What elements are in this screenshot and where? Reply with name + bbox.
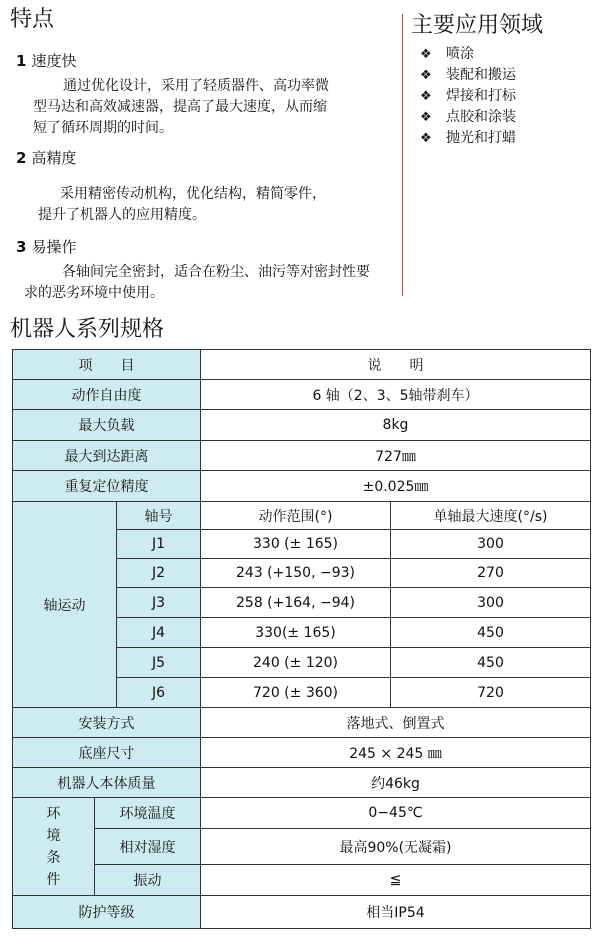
axis-speed: 450 — [391, 618, 591, 648]
axis-range: 330 (± 165) — [201, 530, 391, 559]
axis-speed: 450 — [391, 648, 591, 678]
axis-speed: 300 — [391, 530, 591, 559]
axis-range: 243 (+150, −93) — [201, 559, 391, 588]
axis-name: J2 — [117, 559, 201, 588]
feature-3-line-2: 求的恶劣环境中使用。 — [24, 285, 164, 301]
env-temp-value: 0−45℃ — [201, 798, 591, 829]
application-item — [420, 44, 516, 65]
humidity-label: 相对湿度 — [95, 829, 201, 865]
application-label: 抛光和打蜡 — [446, 130, 516, 146]
env-char: 境 — [46, 827, 61, 844]
table-row — [13, 380, 591, 410]
application-item — [420, 65, 516, 86]
header-item-cell: 项 目 — [13, 350, 201, 380]
axis-range: 258 (+164, −94) — [201, 588, 391, 618]
section-divider — [402, 14, 403, 296]
table-row — [13, 441, 591, 471]
mount-value: 落地式、倒置式 — [201, 708, 591, 738]
protection-label: 防护等级 — [13, 896, 201, 929]
env-char: 件 — [46, 871, 61, 888]
feature-2-label: 高精度 — [31, 149, 77, 167]
payload-label: 最大负载 — [13, 410, 201, 441]
application-label: 喷涂 — [446, 46, 474, 62]
table-row — [13, 738, 591, 768]
env-char: 条 — [46, 849, 61, 866]
diamond-bullet-icon: ❖ — [420, 110, 432, 125]
mount-label: 安装方式 — [13, 708, 201, 738]
spec-table — [12, 349, 591, 929]
application-item — [420, 86, 516, 107]
env-temp-label: 环境温度 — [95, 798, 201, 829]
reach-value: 727㎜ — [201, 441, 591, 471]
axis-header-row — [13, 502, 591, 530]
mass-value: 约46kg — [201, 768, 591, 798]
diamond-bullet-icon: ❖ — [420, 68, 432, 83]
axis-speed: 720 — [391, 678, 591, 708]
feature-3-text — [24, 262, 370, 304]
vibration-label: 振动 — [95, 865, 201, 896]
axis-range: 720 (± 360) — [201, 678, 391, 708]
feature-1-line-2: 型马达和高效减速器，提高了最大速度，从而缩 — [33, 99, 327, 115]
feature-3-label: 易操作 — [31, 238, 77, 256]
feature-2-line-2: 提升了机器人的应用精度。 — [38, 207, 206, 223]
axis-motion-label: 轴运动 — [13, 502, 117, 708]
axis-speed: 270 — [391, 559, 591, 588]
application-label: 点胶和涂装 — [446, 109, 516, 125]
axis-range: 240 (± 120) — [201, 648, 391, 678]
reach-label: 最大到达距离 — [13, 441, 201, 471]
feature-1-line-1: 通过优化设计，采用了轻质器件、高功率微 — [63, 78, 329, 94]
application-item — [420, 128, 516, 149]
application-item — [420, 107, 516, 128]
spec-heading: 机器人系列规格 — [10, 317, 165, 342]
feature-1-text — [33, 76, 329, 139]
axis-name: J4 — [117, 618, 201, 648]
application-label: 装配和搬运 — [446, 67, 516, 83]
range-col-header: 动作范围(°) — [201, 502, 391, 530]
table-header-row — [13, 350, 591, 380]
feature-3-number: 3 — [16, 238, 27, 256]
env-char: 环 — [46, 805, 61, 822]
env-row — [13, 798, 591, 829]
applications-list — [420, 44, 516, 149]
features-heading: 特点 — [10, 7, 55, 32]
table-row — [13, 896, 591, 929]
feature-3-line-1: 各轴间完全密封，适合在粉尘、油污等对密封性要 — [62, 264, 370, 280]
feature-1-title — [16, 50, 77, 71]
axis-range: 330(± 165) — [201, 618, 391, 648]
feature-2-number: 2 — [16, 149, 27, 167]
table-row — [13, 410, 591, 441]
speed-col-header: 单轴最大速度(°/s) — [391, 502, 591, 530]
feature-1-number: 1 — [16, 52, 27, 70]
diamond-bullet-icon: ❖ — [420, 131, 432, 146]
env-row — [13, 865, 591, 896]
feature-3-title — [16, 236, 77, 257]
axis-speed: 300 — [391, 588, 591, 618]
table-row — [13, 471, 591, 502]
feature-1-line-3: 短了循环周期的时间。 — [33, 120, 173, 136]
base-size-label: 底座尺寸 — [13, 738, 201, 768]
env-condition-label — [13, 798, 95, 896]
payload-value: 8kg — [201, 410, 591, 441]
axis-col-header: 轴号 — [117, 502, 201, 530]
axis-name: J1 — [117, 530, 201, 559]
base-size-value: 245 × 245 ㎜ — [201, 738, 591, 768]
feature-2-title — [16, 147, 77, 168]
repeatability-value: ±0.025㎜ — [201, 471, 591, 502]
feature-2-text — [38, 184, 326, 226]
axis-name: J3 — [117, 588, 201, 618]
env-row — [13, 829, 591, 865]
table-row — [13, 768, 591, 798]
feature-1-label: 速度快 — [31, 52, 77, 70]
axis-name: J5 — [117, 648, 201, 678]
diamond-bullet-icon: ❖ — [420, 89, 432, 104]
protection-value: 相当IP54 — [201, 896, 591, 929]
repeatability-label: 重复定位精度 — [13, 471, 201, 502]
header-desc-cell: 说 明 — [201, 350, 591, 380]
feature-2-line-1: 采用精密传动机构，优化结构，精简零件， — [60, 186, 326, 202]
application-label: 焊接和打标 — [446, 88, 516, 104]
dof-label: 动作自由度 — [13, 380, 201, 410]
diamond-bullet-icon: ❖ — [420, 47, 432, 62]
applications-heading: 主要应用领域 — [411, 13, 544, 38]
table-row — [13, 708, 591, 738]
axis-name: J6 — [117, 678, 201, 708]
dof-value: 6 轴（2、3、5轴带刹车） — [201, 380, 591, 410]
humidity-value: 最高90%(无凝霜) — [201, 829, 591, 865]
vibration-value: ≦ — [201, 865, 591, 896]
mass-label: 机器人本体质量 — [13, 768, 201, 798]
